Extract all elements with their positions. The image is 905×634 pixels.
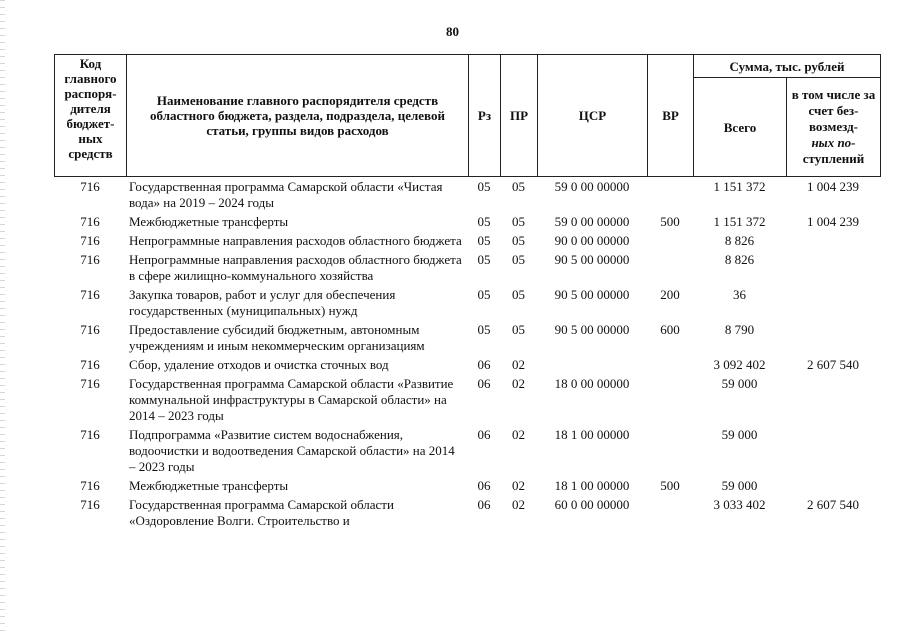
cell-pr: 05 [512, 179, 525, 194]
cell-code: 716 [80, 287, 100, 302]
cell-code: 716 [80, 233, 100, 248]
page-number: 80 [446, 24, 459, 39]
cell-rz: 05 [477, 179, 491, 194]
table-row [54, 357, 880, 376]
cell-rz: 06 [477, 357, 491, 372]
header-csr: ЦСР [538, 55, 648, 177]
cell-including: 1 004 239 [807, 179, 859, 194]
cell-code: 716 [80, 376, 100, 391]
cell-total: 36 [733, 287, 746, 302]
cell-rz: 06 [477, 427, 491, 442]
header-name: Наименование главного распорядителя средств областного бюджета, раздела, подраздела, целевой статьи, группы видов расходов [127, 55, 469, 177]
header-including-line2: ных по- [811, 135, 856, 150]
cell-rz: 06 [477, 497, 491, 512]
cell-including [786, 322, 880, 357]
cell-pr: 05 [512, 252, 525, 267]
budget-table [54, 179, 880, 532]
cell-vr [647, 497, 693, 532]
scan-edge-marks [0, 0, 5, 634]
cell-vr: 600 [660, 322, 680, 337]
cell-including [786, 427, 880, 478]
cell-code: 716 [80, 179, 100, 194]
table-row [54, 478, 880, 497]
cell-vr [647, 179, 693, 214]
table-row [54, 214, 880, 233]
cell-name: Непрограммные направления расходов областного бюджета [129, 233, 462, 248]
cell-including [786, 233, 880, 252]
cell-pr: 05 [512, 214, 525, 229]
cell-code: 716 [80, 478, 100, 493]
cell-pr: 02 [512, 427, 525, 442]
cell-pr: 02 [512, 357, 525, 372]
cell-name: Государственная программа Самарской области «Оздоровление Волги. Строительство и [129, 497, 394, 528]
cell-csr [537, 357, 647, 376]
header-including [787, 78, 881, 177]
cell-pr: 02 [512, 478, 525, 493]
cell-rz: 05 [477, 252, 491, 267]
cell-csr: 18 1 00 00000 [554, 427, 630, 442]
cell-name: Межбюджетные трансферты [129, 478, 289, 493]
cell-vr [647, 357, 693, 376]
cell-csr: 59 0 00 00000 [554, 214, 630, 229]
cell-code: 716 [80, 497, 100, 512]
cell-including [786, 478, 880, 497]
cell-total: 8 790 [724, 322, 755, 337]
cell-rz: 05 [477, 287, 491, 302]
cell-csr: 90 5 00 00000 [554, 287, 630, 302]
header-pr: ПР [501, 55, 538, 177]
cell-including: 1 004 239 [807, 214, 859, 229]
cell-name: Подпрограмма «Развитие систем водоснабжения, водоочистки и водоотведения Самарской области» на 2014 – 2023 годы [129, 427, 455, 474]
table-header [54, 54, 881, 177]
cell-name: Государственная программа Самарской области «Чистая вода» на 2019 – 2024 годы [129, 179, 443, 210]
header-including-line1: в том числе за счет без-возмезд- [791, 87, 876, 134]
cell-name: Сбор, удаление отходов и очистка сточных вод [129, 357, 389, 372]
cell-code: 716 [80, 357, 100, 372]
cell-total: 8 826 [724, 252, 755, 267]
cell-vr [647, 376, 693, 427]
cell-total: 3 092 402 [713, 357, 766, 372]
cell-name: Предоставление субсидий бюджетным, автономным учреждениям и иным некоммерческим организациям [129, 322, 425, 353]
cell-csr: 18 1 00 00000 [554, 478, 630, 493]
cell-code: 716 [80, 427, 100, 442]
cell-vr: 500 [660, 214, 680, 229]
table-row [54, 427, 880, 478]
cell-rz: 05 [477, 322, 491, 337]
cell-code: 716 [80, 252, 100, 267]
cell-csr: 90 5 00 00000 [554, 322, 630, 337]
cell-rz: 05 [477, 214, 491, 229]
cell-pr: 05 [512, 322, 525, 337]
cell-total: 59 000 [721, 478, 758, 493]
cell-total: 3 033 402 [713, 497, 766, 512]
cell-pr: 05 [512, 233, 525, 248]
cell-total: 1 151 372 [713, 214, 766, 229]
cell-pr: 05 [512, 287, 525, 302]
table-row [54, 179, 880, 214]
cell-csr: 59 0 00 00000 [554, 179, 630, 194]
cell-csr: 90 0 00 00000 [554, 233, 630, 248]
header-total: Всего [694, 78, 787, 177]
cell-csr: 60 0 00 00000 [554, 497, 630, 512]
cell-total: 59 000 [721, 427, 758, 442]
cell-pr: 02 [512, 376, 525, 391]
cell-name: Государственная программа Самарской области «Развитие коммунальной инфраструктуры в Самарской области» на 2014 – 2023 годы [129, 376, 454, 423]
table-body [54, 179, 880, 532]
cell-vr [647, 252, 693, 287]
table-row [54, 252, 880, 287]
cell-vr: 500 [660, 478, 680, 493]
table-row [54, 233, 880, 252]
cell-total: 59 000 [721, 376, 758, 391]
cell-including: 2 607 540 [807, 357, 859, 372]
cell-including [786, 376, 880, 427]
table-row [54, 287, 880, 322]
cell-pr: 02 [512, 497, 525, 512]
header-vr: ВР [648, 55, 694, 177]
cell-csr: 90 5 00 00000 [554, 252, 630, 267]
cell-name: Непрограммные направления расходов областного бюджета в сфере жилищно-коммунального хозяйства [129, 252, 462, 283]
header-code: Код главного распоря-дителя бюджет-ных средств [55, 55, 127, 177]
table-row [54, 497, 880, 532]
cell-including: 2 607 540 [807, 497, 859, 512]
cell-name: Межбюджетные трансферты [129, 214, 289, 229]
cell-vr: 200 [660, 287, 680, 302]
header-including-line3: ступлений [802, 151, 865, 166]
cell-including [786, 252, 880, 287]
header-rz: Рз [469, 55, 501, 177]
cell-total: 1 151 372 [713, 179, 766, 194]
cell-code: 716 [80, 214, 100, 229]
cell-vr [647, 233, 693, 252]
cell-code: 716 [80, 322, 100, 337]
cell-csr: 18 0 00 00000 [554, 376, 630, 391]
cell-vr [647, 427, 693, 478]
cell-rz: 06 [477, 478, 491, 493]
cell-rz: 05 [477, 233, 491, 248]
cell-name: Закупка товаров, работ и услуг для обеспечения государственных (муниципальных) нужд [129, 287, 396, 318]
table-row [54, 322, 880, 357]
cell-rz: 06 [477, 376, 491, 391]
table-row [54, 376, 880, 427]
cell-total: 8 826 [724, 233, 755, 248]
cell-including [786, 287, 880, 322]
header-sum: Сумма, тыс. рублей [694, 55, 881, 78]
